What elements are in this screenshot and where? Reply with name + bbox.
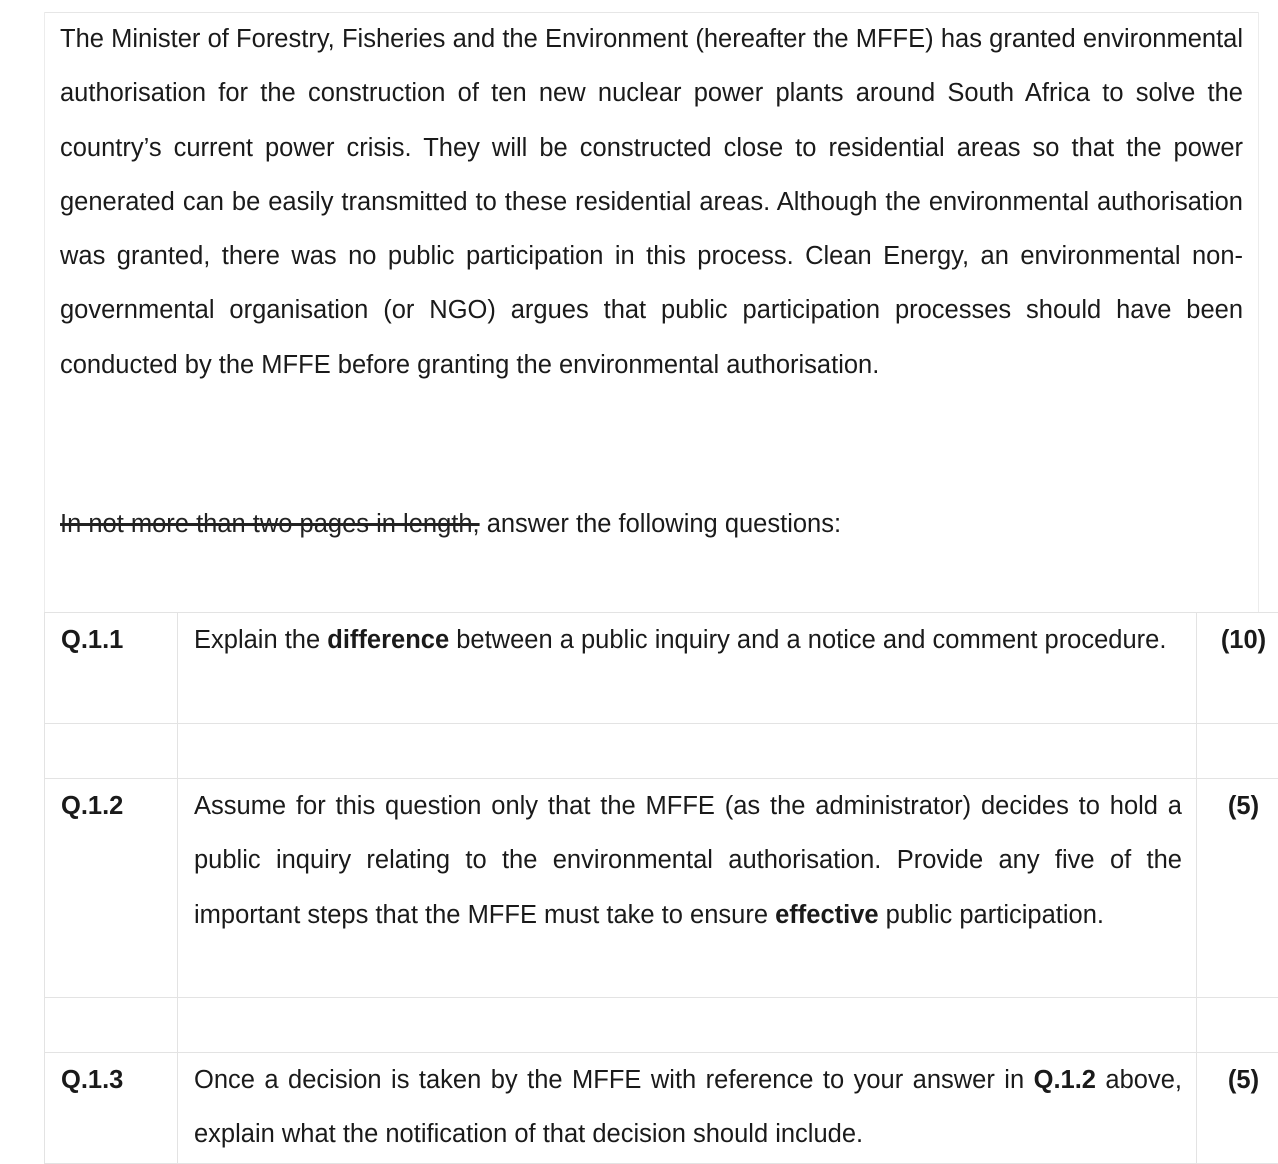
question-text-part: Explain the: [194, 626, 328, 654]
spacer-cell: [45, 998, 178, 1053]
spacer-row: [45, 998, 1278, 1053]
question-row: [45, 613, 1278, 724]
question-number: Q.1.2: [45, 779, 178, 998]
question-text: [178, 613, 1197, 724]
question-text-part: public participation.: [878, 900, 1104, 929]
question-number: Q.1.1: [45, 613, 178, 724]
spacer-cell: [1197, 724, 1278, 779]
spacer-cell: [178, 724, 1197, 779]
question-text-part: above, explain what the notification of that decision should include.: [194, 1066, 1182, 1149]
question-emphasis: difference: [327, 626, 450, 654]
question-emphasis: effective: [775, 900, 879, 929]
question-text: [178, 1053, 1197, 1164]
question-emphasis: Q.1.2: [1033, 1066, 1096, 1094]
question-mark: [1197, 613, 1278, 724]
mark-value: (5): [1227, 792, 1260, 820]
spacer-row: [45, 724, 1278, 779]
questions-table: [44, 612, 1278, 1164]
question-row: [45, 1053, 1278, 1164]
question-number: Q.1.3: [45, 1053, 178, 1164]
instruction-text: answer the following questions:: [479, 510, 842, 538]
spacer-cell: [1197, 998, 1278, 1053]
question-row: [45, 779, 1278, 998]
mark-value: (10): [1220, 626, 1267, 654]
page-frame-left: [44, 12, 45, 612]
spacer-cell: [45, 724, 178, 779]
question-mark: [1197, 1053, 1278, 1164]
question-mark: [1197, 779, 1278, 998]
page-frame-right: [1258, 12, 1259, 612]
spacer-cell: [178, 998, 1197, 1053]
question-text-part: between a public inquiry and a notice and comment procedure.: [449, 626, 1167, 654]
mark-value: (5): [1227, 1066, 1260, 1094]
question-text-part: Assume for this question only that the MFFE (as the administrator) decides to hold a public inquiry relating to the environmental authorisation. Provide any five of the important steps that the MFFE must take to ensure: [194, 792, 1182, 929]
intro-paragraph: The Minister of Forestry, Fisheries and the Environment (hereafter the MFFE) has granted environmental authorisation for the construction of ten new nuclear power plants around South Africa to solve the country’s current power crisis. They will be constructed close to residential areas so that the power generated can be easily transmitted to these residential areas. Although the environmental authorisation was granted, there was no public participation in this process. Clean Energy, an environmental non-governmental organisation (or NGO) argues that public participation processes should have been conducted by the MFFE before granting the environmental authorisation.: [60, 25, 1243, 379]
question-text: [178, 779, 1197, 998]
struck-text: In not more than two pages in length,: [60, 510, 480, 538]
instruction-line: [60, 497, 1243, 551]
question-text-part: Once a decision is taken by the MFFE with reference to your answer in: [194, 1066, 1034, 1094]
